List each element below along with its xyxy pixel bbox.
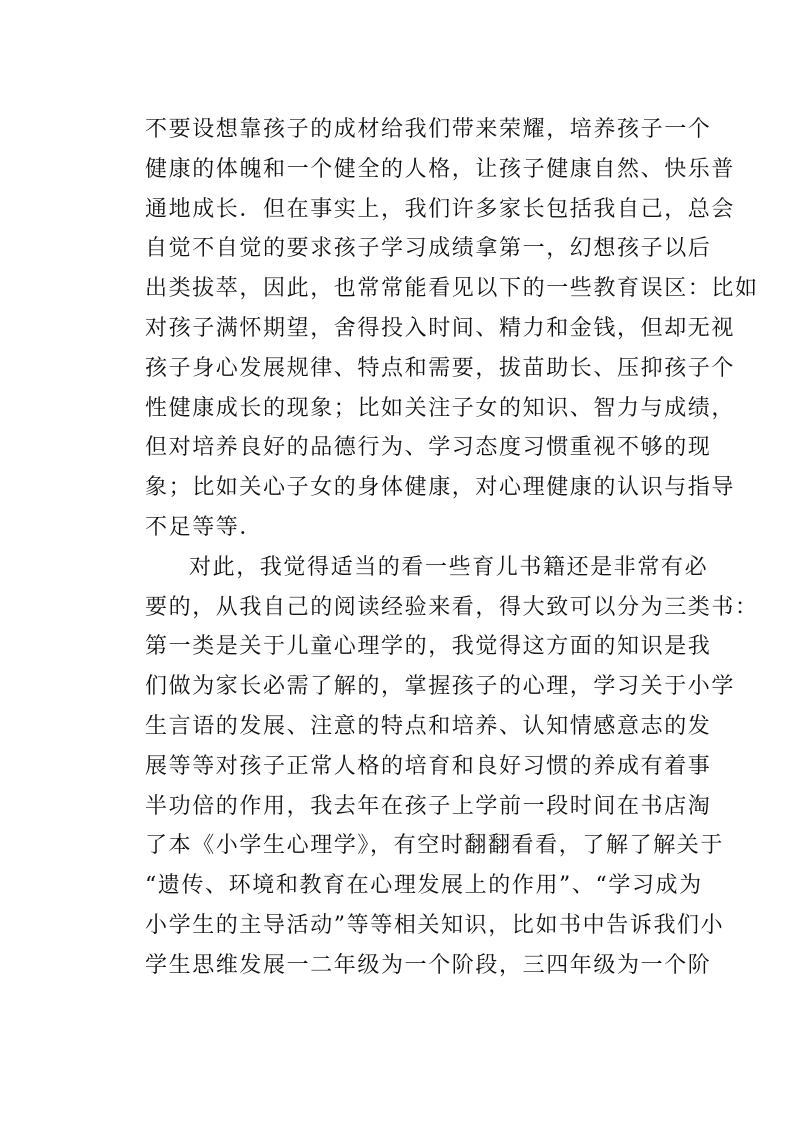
text-line: 们做为家长必需了解的，掌握孩子的心理，学习关于小学 xyxy=(145,674,736,700)
text-line: 第一类是关于儿童心理学的，我觉得这方面的知识是我 xyxy=(145,634,712,660)
text-line: 健康的体魄和一个健全的人格，让孩子健康自然、快乐普 xyxy=(145,156,736,182)
text-line: 半功倍的作用，我去年在孩子上学前一段时间在书店淘 xyxy=(145,793,712,819)
text-line: 象；比如关心子女的身体健康，对心理健康的认识与指导 xyxy=(145,475,736,501)
text-line: 自觉不自觉的要求孩子学习成绩拿第一，幻想孩子以后 xyxy=(145,236,712,262)
text-line: 学生思维发展一二年级为一个阶段，三四年级为一个阶 xyxy=(145,952,712,978)
text-line: 出类拔萃，因此，也常常能看见以下的一些教育误区：比如 xyxy=(145,276,759,302)
text-line: 对此，我觉得适当的看一些育儿书籍还是非常有必 xyxy=(189,554,709,580)
text-line: 要的，从我自己的阅读经验来看，得大致可以分为三类书： xyxy=(145,594,759,620)
text-line: 性健康成长的现象；比如关注子女的知识、智力与成绩， xyxy=(145,395,736,421)
text-line: “遗传、环境和教育在心理发展上的作用”、“学习成为 xyxy=(145,873,703,899)
text-line: 不足等等． xyxy=(145,514,264,540)
text-line: 但对培养良好的品德行为、学习态度习惯重视不够的现 xyxy=(145,435,712,461)
text-line: 展等等对孩子正常人格的培育和良好习惯的养成有着事 xyxy=(145,753,712,779)
text-line: 不要设想靠孩子的成材给我们带来荣耀，培养孩子一个 xyxy=(145,117,712,142)
text-line: 了本《小学生心理学》，有空时翻翻看看，了解了解关于 xyxy=(145,833,725,859)
body-text xyxy=(145,110,759,986)
text-line: 小学生的主导活动”等等相关知识，比如书中告诉我们小 xyxy=(145,912,725,938)
text-line: 孩子身心发展规律、特点和需要，拔苗助长、压抑孩子个 xyxy=(145,355,736,381)
text-line: 生言语的发展、注意的特点和培养、认知情感意志的发 xyxy=(145,713,712,739)
text-line: 对孩子满怀期望，舍得投入时间、精力和金钱，但却无视 xyxy=(145,315,736,341)
text-line: 通地成长．但在事实上，我们许多家长包括我自己，总会 xyxy=(145,196,736,222)
